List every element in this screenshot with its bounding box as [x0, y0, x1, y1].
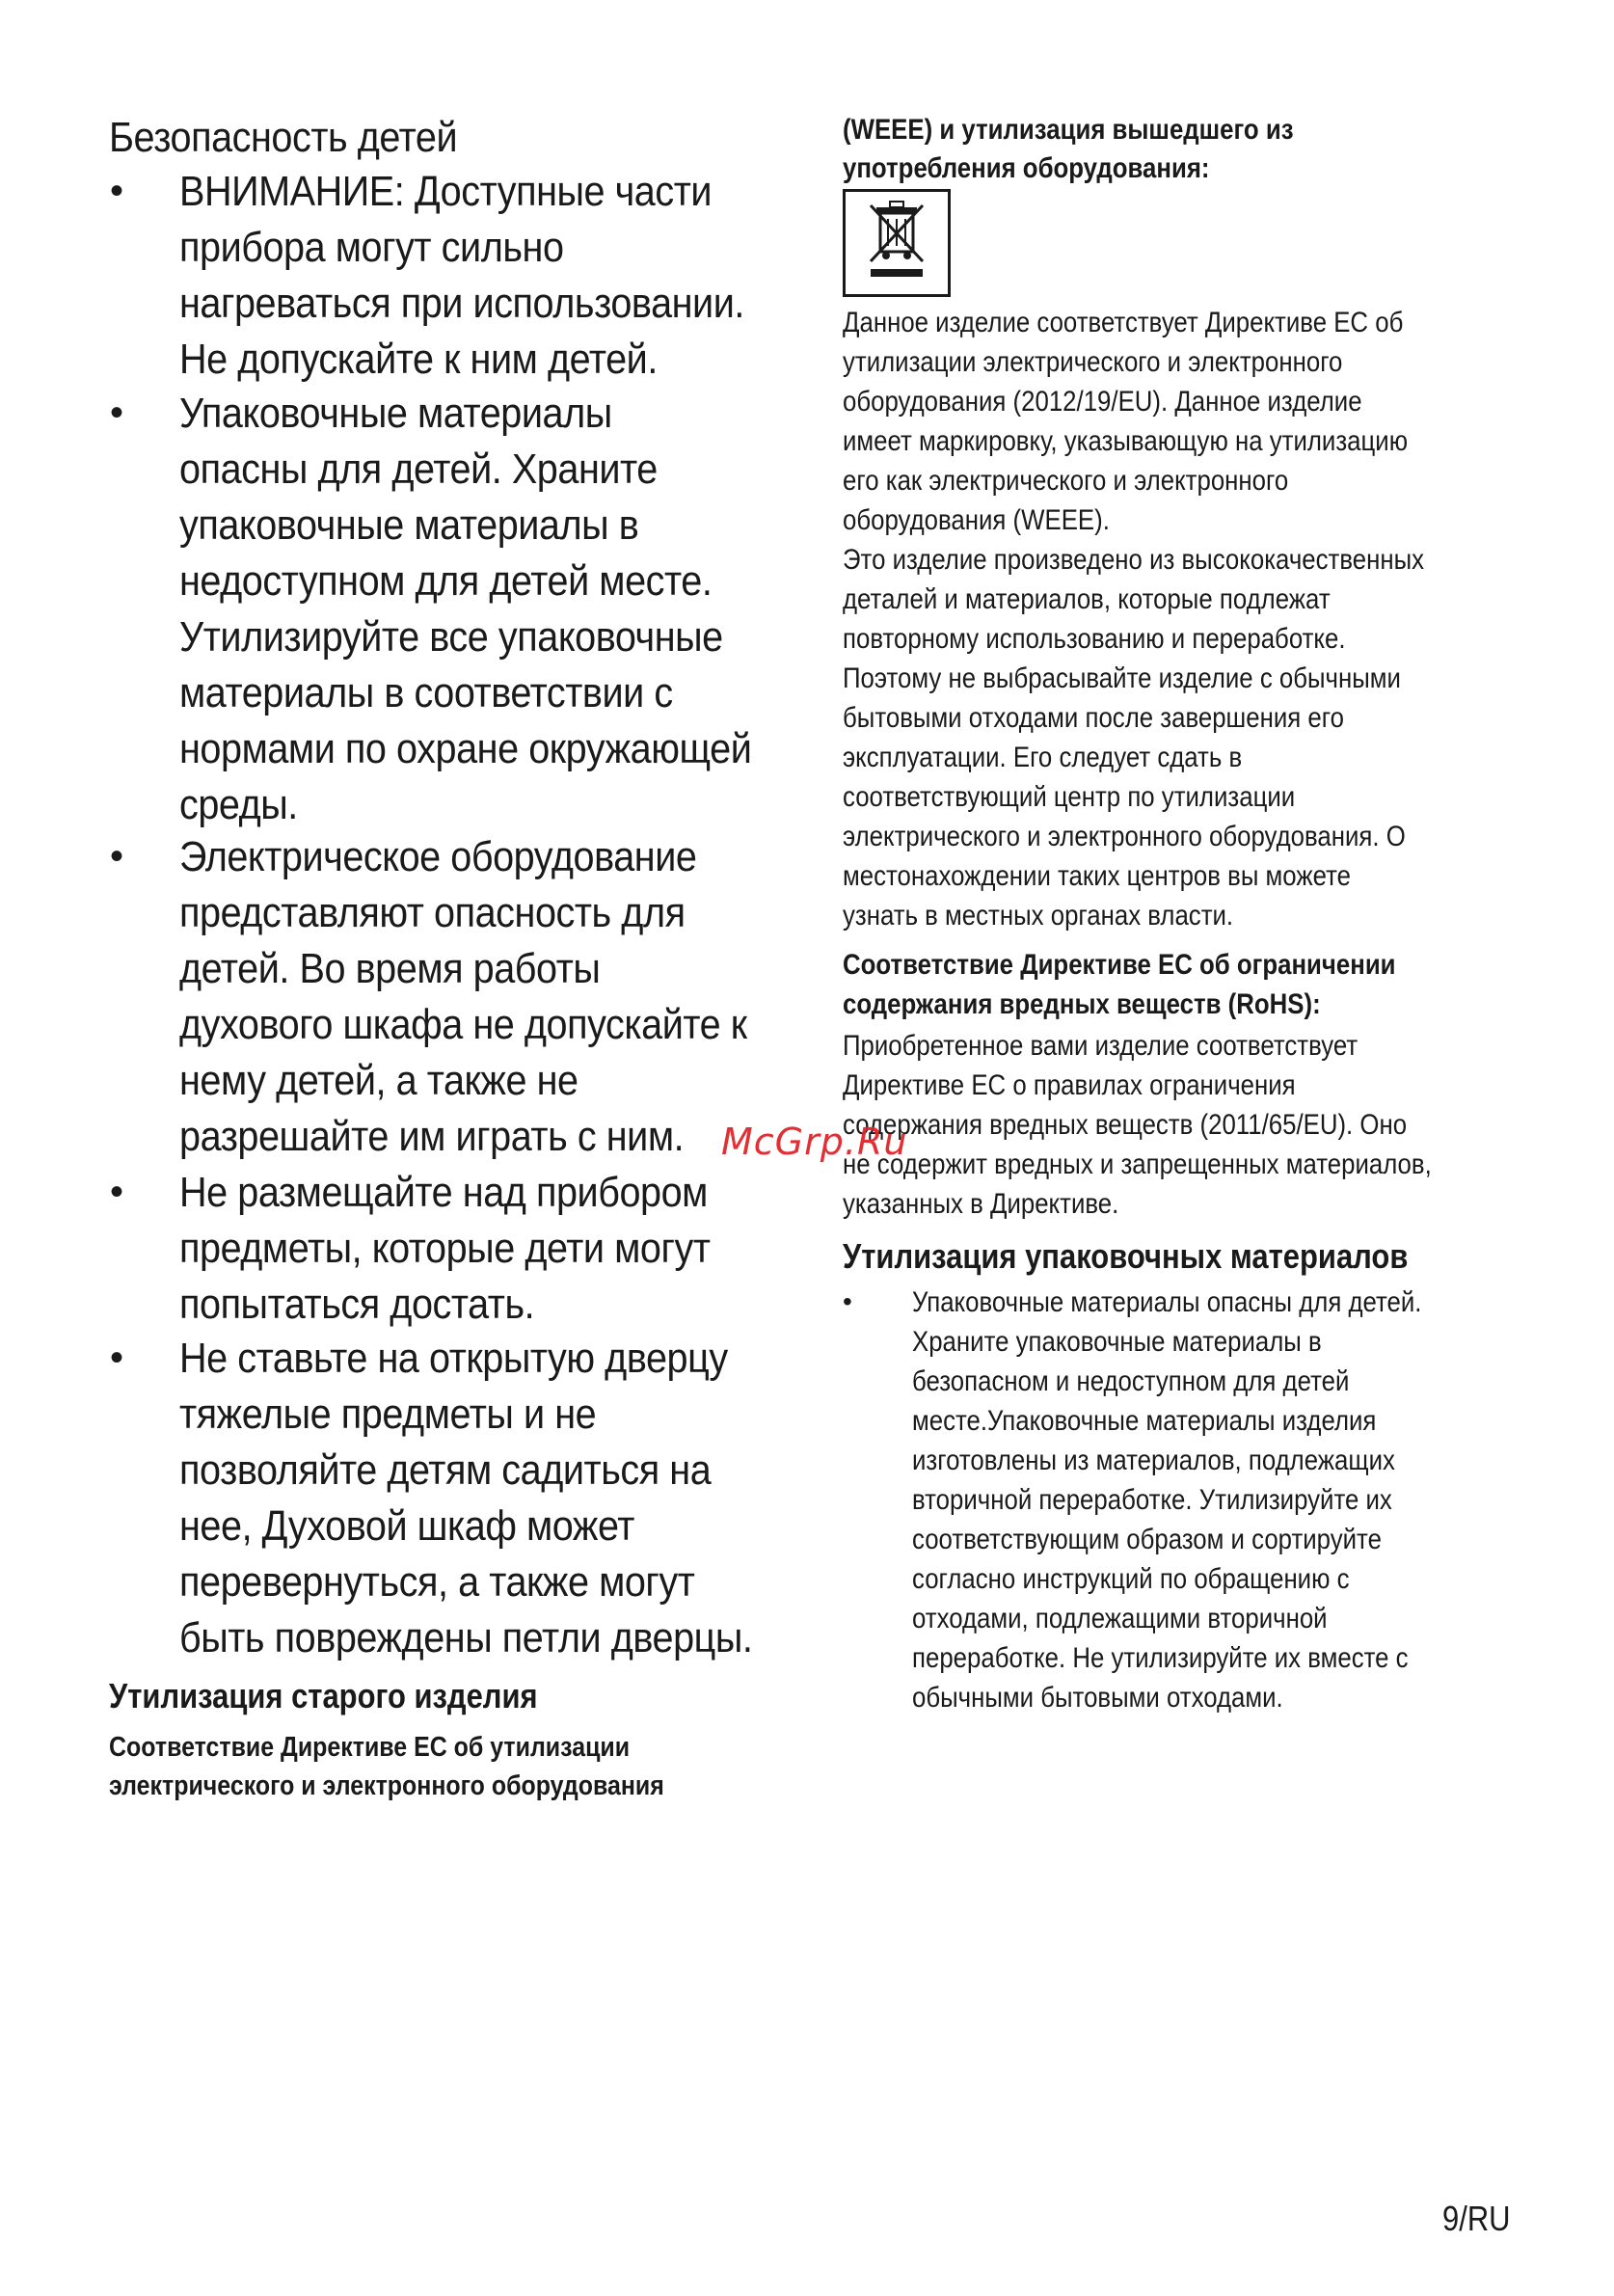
- rohs-text-line: Приобретенное вами изделие соответствует: [843, 1030, 1358, 1062]
- packaging-text-line: изготовлены из материалов, подлежащих: [912, 1445, 1395, 1476]
- weee-text-line: эксплуатации. Его следует сдать в: [843, 742, 1243, 773]
- rohs-text-line: Директиве ЕС о правилах ограничения: [843, 1069, 1296, 1101]
- bullet-4-line-3: попытаться достать.: [179, 1281, 535, 1328]
- bullet-3-line-5: нему детей, а также не: [179, 1057, 578, 1104]
- bullet-2-line-2: опасны для детей. Храните: [179, 446, 658, 493]
- rohs-text-line: не содержит вредных и запрещенных материалов,: [843, 1148, 1432, 1180]
- bullet-2-line-8: среды.: [179, 781, 298, 828]
- weee-text-line: узнать в местных органах власти.: [843, 900, 1234, 932]
- bullet-marker: •: [843, 1286, 852, 1316]
- rohs-text-line: указанных в Директиве.: [843, 1188, 1119, 1220]
- packaging-text-line: соответствующим образом и сортируйте: [912, 1524, 1382, 1555]
- bullet-marker: •: [110, 392, 124, 434]
- heading-old-product-disposal: Утилизация старого изделия: [109, 1676, 538, 1715]
- rohs-heading-line-2: содержания вредных веществ (RoHS):: [843, 988, 1321, 1020]
- bullet-5-line-4: нее, Духовой шкаф может: [179, 1502, 634, 1550]
- bullet-3-line-1: Электрическое оборудование: [179, 833, 697, 880]
- bullet-2-line-3: упаковочные материалы в: [179, 501, 639, 549]
- rohs-text-line: содержания вредных веществ (2011/65/EU). Оно: [843, 1109, 1408, 1141]
- weee-text-line: его как электрического и электронного: [843, 465, 1289, 497]
- bullet-4-line-2: предметы, которые дети могут: [179, 1225, 711, 1272]
- bullet-2-line-6: материалы в соответствии с: [179, 669, 673, 716]
- packaging-text-line: отходами, подлежащими вторичной: [912, 1603, 1328, 1634]
- weee-text-line: оборудования (WEEE).: [843, 504, 1110, 536]
- weee-text-line: деталей и материалов, которые подлежат: [843, 583, 1331, 615]
- weee-text-line: имеет маркировку, указывающую на утилизацию: [843, 425, 1409, 457]
- directive-heading-line-1: Соответствие Директиве ЕС об утилизации: [109, 1732, 631, 1763]
- rohs-heading-line-1: Соответствие Директиве ЕС об ограничении: [843, 949, 1396, 981]
- packaging-text-line: вторичной переработке. Утилизируйте их: [912, 1484, 1392, 1516]
- bullet-2-line-1: Упаковочные материалы: [179, 390, 612, 437]
- bullet-2-line-7: нормами по охране окружающей: [179, 725, 752, 772]
- bullet-1-line-3: нагреваться при использовании.: [179, 280, 744, 327]
- weee-text-line: Это изделие произведено из высококачественных: [843, 544, 1425, 576]
- packaging-text-line: согласно инструкций по обращению с: [912, 1563, 1350, 1595]
- weee-heading-line-1: (WEEE) и утилизация вышедшего из: [843, 114, 1294, 146]
- directive-heading-line-2: электрического и электронного оборудования: [109, 1770, 664, 1801]
- bullet-4-line-1: Не размещайте над прибором: [179, 1169, 708, 1216]
- bullet-3-line-2: представляют опасность для: [179, 889, 686, 936]
- weee-text-line: утилизации электрического и электронного: [843, 346, 1343, 378]
- bullet-5-line-3: позволяйте детям садиться на: [179, 1446, 712, 1494]
- bullet-1-line-4: Не допускайте к ним детей.: [179, 336, 658, 383]
- bullet-marker: •: [110, 1337, 124, 1379]
- bullet-1-line-2: прибора могут сильно: [179, 224, 564, 271]
- bullet-5-line-6: быть повреждены петли дверцы.: [179, 1614, 753, 1661]
- weee-text-line: Данное изделие соответствует Директиве ЕС об: [843, 307, 1404, 338]
- weee-heading-line-2: употребления оборудования:: [843, 152, 1210, 184]
- bullet-marker: •: [110, 1171, 124, 1213]
- bullet-5-line-1: Не ставьте на открытую дверцу: [179, 1335, 728, 1382]
- packaging-text-line: переработке. Не утилизируйте их вместе с: [912, 1642, 1409, 1674]
- bullet-5-line-2: тяжелые предметы и не: [179, 1391, 597, 1438]
- bullet-3-line-3: детей. Во время работы: [179, 945, 601, 992]
- packaging-text-line: месте.Упаковочные материалы изделия: [912, 1405, 1377, 1437]
- weee-text-line: оборудования (2012/19/EU). Данное изделие: [843, 386, 1362, 418]
- crossed-bin-icon: [843, 189, 951, 297]
- bullet-3-line-6: разрешайте им играть с ним.: [179, 1113, 685, 1160]
- weee-text-line: соответствующий центр по утилизации: [843, 781, 1296, 813]
- section-title-child-safety: Безопасность детей: [109, 114, 458, 161]
- bullet-1-line-1: ВНИМАНИЕ: Доступные части: [179, 168, 713, 215]
- watermark: McGrp.Ru: [721, 1121, 908, 1163]
- weee-text-line: электрического и электронного оборудования. О: [843, 821, 1406, 852]
- bullet-5-line-5: перевернуться, а также могут: [179, 1558, 695, 1606]
- packaging-text-line: обычными бытовыми отходами.: [912, 1682, 1283, 1714]
- weee-text-line: местонахождении таких центров вы можете: [843, 860, 1351, 892]
- packaging-text-line: Храните упаковочные материалы в: [912, 1326, 1322, 1358]
- packaging-text-line: Упаковочные материалы опасны для детей.: [912, 1286, 1422, 1318]
- packaging-text-line: безопасном и недоступном для детей: [912, 1365, 1350, 1397]
- bullet-2-line-5: Утилизируйте все упаковочные: [179, 613, 723, 661]
- weee-text-line: Поэтому не выбрасывайте изделие с обычными: [843, 662, 1401, 694]
- bullet-2-line-4: недоступном для детей месте.: [179, 557, 713, 605]
- bullet-marker: •: [110, 835, 124, 878]
- bullet-3-line-4: духового шкафа не допускайте к: [179, 1001, 747, 1048]
- bullet-marker: •: [110, 170, 124, 212]
- weee-text-line: бытовыми отходами после завершения его: [843, 702, 1344, 734]
- page-number: 9/RU: [1442, 2199, 1511, 2238]
- weee-text-line: повторному использованию и переработке.: [843, 623, 1346, 655]
- heading-packaging-disposal: Утилизация упаковочных материалов: [843, 1236, 1409, 1276]
